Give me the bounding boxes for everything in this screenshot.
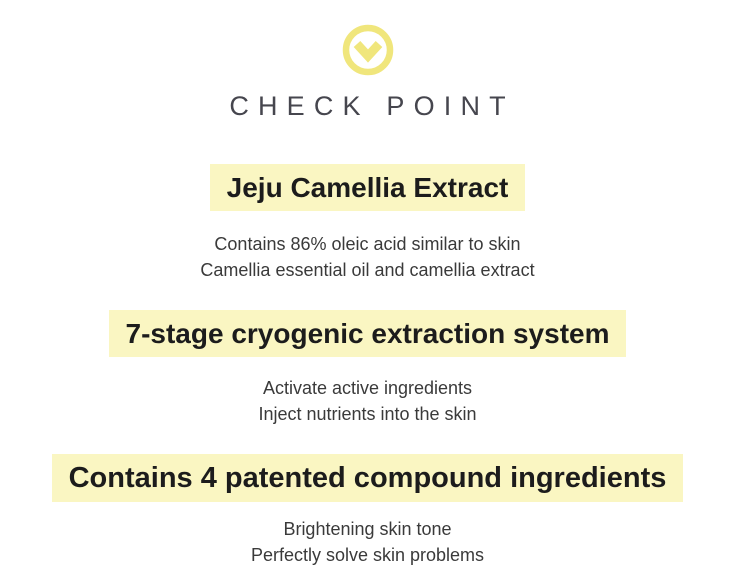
icon-row xyxy=(0,0,735,76)
page-title: CHECK POINT xyxy=(229,91,515,121)
section-body xyxy=(0,516,735,568)
chevron-down-circle-icon xyxy=(342,24,394,76)
body-line: Perfectly solve skin problems xyxy=(250,545,485,566)
body-line: Contains 86% oleic acid similar to skin xyxy=(214,234,521,255)
body-line: Camellia essential oil and camellia extract xyxy=(200,260,535,281)
highlight-heading: 7-stage cryogenic extraction system xyxy=(109,310,627,357)
highlight-heading: Contains 4 patented compound ingredients xyxy=(52,454,684,502)
section-patented-compounds xyxy=(0,427,735,568)
body-line: Inject nutrients into the skin xyxy=(258,404,477,425)
body-line: Activate active ingredients xyxy=(262,378,473,399)
section-jeju-camellia-extract xyxy=(0,122,735,283)
body-line: Brightening skin tone xyxy=(283,519,452,540)
section-body xyxy=(0,375,735,427)
section-body xyxy=(0,231,735,283)
highlight-heading: Jeju Camellia Extract xyxy=(210,164,526,211)
section-cryogenic-extraction xyxy=(0,283,735,427)
